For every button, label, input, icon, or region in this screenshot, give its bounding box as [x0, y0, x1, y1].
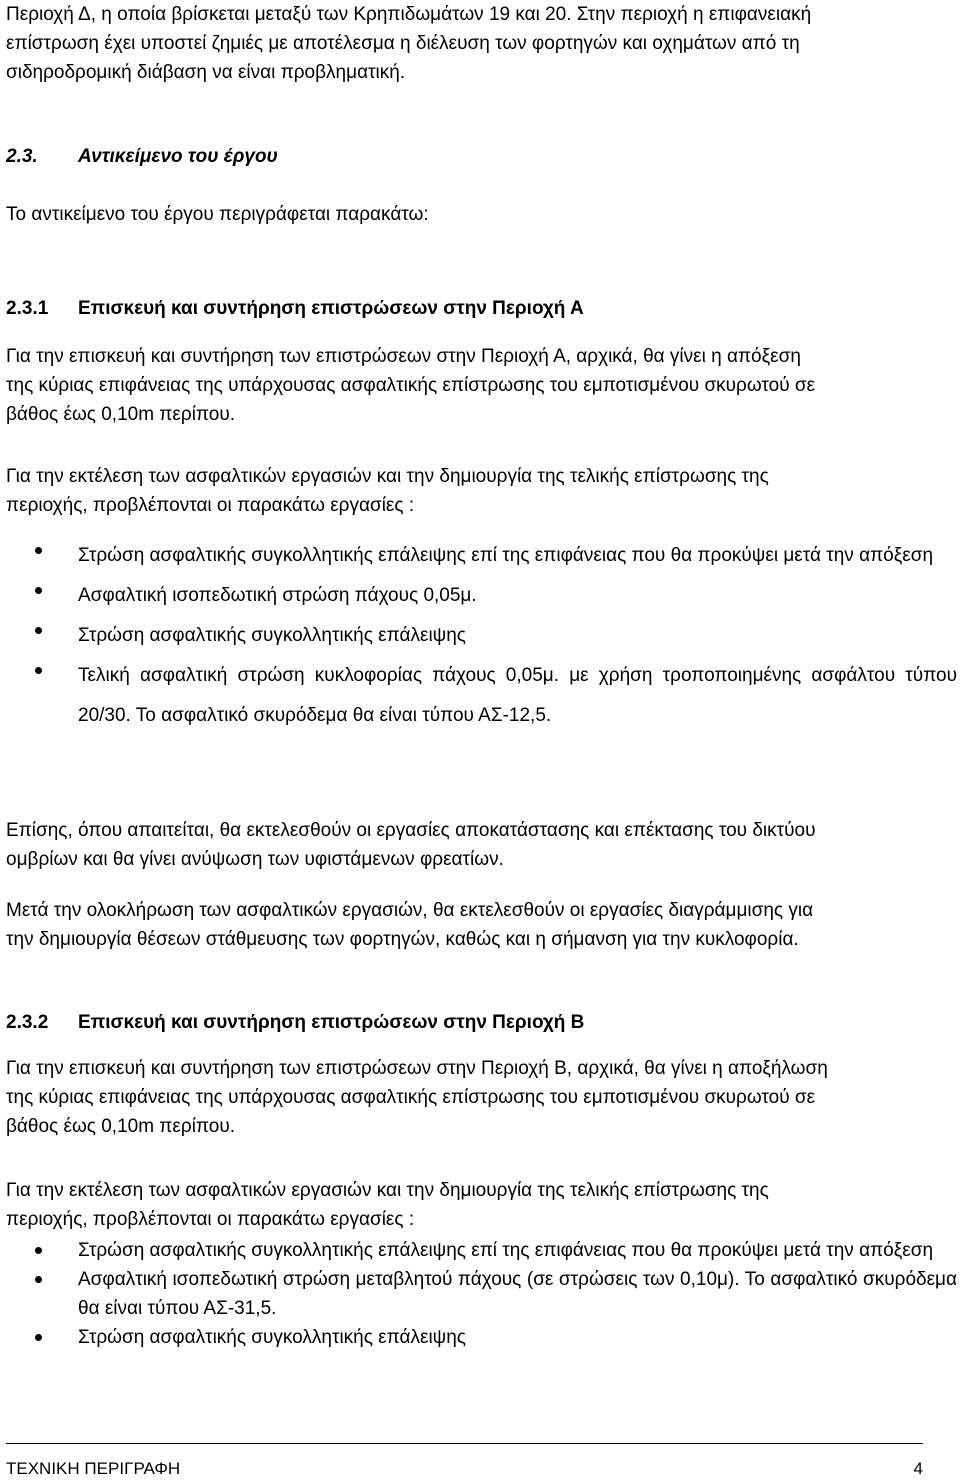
bullet-list-a [6, 536, 957, 736]
paragraph-line: βάθος έως 0,10m περίπου. [6, 1116, 235, 1137]
list-item-text: Στρώση ασφαλτικής συγκολλητικής επάλειψης επί της επιφάνειας που θα προκύψει μετά την απόξεση [78, 545, 934, 566]
paragraph-a-3 [6, 816, 957, 874]
paragraph-line: περιοχής, προβλέπονται οι παρακάτω εργασίες : [6, 495, 415, 516]
list-item-text: Στρώση ασφαλτικής συγκολλητικής επάλειψης επί της επιφάνειας που θα προκύψει μετά την απόξεση [78, 1240, 934, 1261]
paragraph-line: της κύριας επιφάνειας της υπάρχουσας ασφαλτικής επίστρωσης του εμποτισμένου σκυρωτού σε [6, 375, 816, 396]
paragraph-line: βάθος έως 0,10m περίπου. [6, 404, 235, 425]
section-number: 2.3. [6, 146, 38, 167]
intro-paragraph [6, 0, 957, 87]
paragraph-line: περιοχής, προβλέπονται οι παρακάτω εργασίες : [6, 1209, 415, 1230]
bullet-icon [35, 547, 42, 554]
section-heading-2-3-2 [6, 1008, 584, 1037]
paragraph-a-2 [6, 462, 957, 520]
bullet-icon [35, 1247, 42, 1254]
paragraph-b-1 [6, 1054, 957, 1141]
bullet-icon [35, 1334, 42, 1341]
bullet-icon [35, 627, 42, 634]
intro-line: Περιοχή Δ, η οποία βρίσκεται μεταξύ των Κρηπιδωμάτων 19 και 20. Στην περιοχή η επιφανειακή [6, 4, 812, 25]
list-item [6, 616, 957, 656]
paragraph-line: Για την εκτέλεση των ασφαλτικών εργασιών και την δημιουργία της τελικής επίστρωσης της [6, 1180, 769, 1201]
section-title: Επισκευή και συντήρηση επιστρώσεων στην Περιοχή Α [78, 298, 584, 319]
paragraph-line: ομβρίων και θα γίνει ανύψωση των υφιστάμενων φρεατίων. [6, 849, 504, 870]
section-number: 2.3.2 [6, 1012, 49, 1033]
section-heading-2-3-1 [6, 294, 584, 323]
list-item [6, 1265, 957, 1323]
list-item [6, 536, 957, 576]
section-number: 2.3.1 [6, 298, 49, 319]
page-number: 4 [913, 1459, 923, 1478]
section-title: Επισκευή και συντήρηση επιστρώσεων στην Περιοχή Β [78, 1012, 585, 1033]
section-intro-text: Το αντικείμενο του έργου περιγράφεται παρακάτω: [6, 204, 429, 225]
paragraph-line: Για την εκτέλεση των ασφαλτικών εργασιών και την δημιουργία της τελικής επίστρωσης της [6, 466, 769, 487]
section-heading-2-3 [6, 142, 278, 171]
paragraph-a-4 [6, 896, 957, 954]
section-title: Αντικείμενο του έργου [78, 146, 278, 167]
list-item [6, 576, 957, 616]
paragraph-line: της κύριας επιφάνειας της υπάρχουσας ασφαλτικής επίστρωσης του εμποτισμένου σκυρωτού σε [6, 1087, 816, 1108]
paragraph-line: την δημιουργία θέσεων στάθμευσης των φορτηγών, καθώς και η σήμανση για την κυκλοφορία. [6, 929, 799, 950]
paragraph-line: Για την επισκευή και συντήρηση των επιστρώσεων στην Περιοχή Β, αρχικά, θα γίνει η αποξήλωση [6, 1058, 828, 1079]
list-item [6, 656, 957, 736]
bullet-icon [35, 667, 42, 674]
paragraph-a-1 [6, 342, 957, 429]
paragraph-line: Επίσης, όπου απαιτείται, θα εκτελεσθούν οι εργασίες αποκατάστασης και επέκτασης του δικτύου [6, 820, 816, 841]
list-item [6, 1323, 957, 1352]
footer-title: ΤΕΧΝΙΚΗ ΠΕΡΙΓΡΑΦΗ [6, 1459, 181, 1478]
list-item-text: Ασφαλτική ισοπεδωτική στρώση πάχους 0,05μ. [78, 585, 477, 606]
bullet-icon [35, 1276, 42, 1283]
paragraph-b-2 [6, 1176, 957, 1234]
intro-line: σιδηροδρομική διάβαση να είναι προβληματική. [6, 62, 406, 83]
list-item-text: Στρώση ασφαλτικής συγκολλητικής επάλειψης [78, 625, 466, 646]
page-footer [6, 1443, 923, 1478]
list-item-text: Στρώση ασφαλτικής συγκολλητικής επάλειψης [78, 1327, 466, 1348]
bullet-icon [35, 587, 42, 594]
paragraph-line: Για την επισκευή και συντήρηση των επιστρώσεων στην Περιοχή Α, αρχικά, θα γίνει η απόξεση [6, 346, 801, 367]
bullet-list-b [6, 1236, 957, 1352]
list-item [6, 1236, 957, 1265]
paragraph-line: Μετά την ολοκλήρωση των ασφαλτικών εργασιών, θα εκτελεσθούν οι εργασίες διαγράμμισης για [6, 900, 814, 921]
intro-line: επίστρωση έχει υποστεί ζημιές με αποτέλεσμα η διέλευση των φορτηγών και οχημάτων από τη [6, 33, 800, 54]
list-item-text: Ασφαλτική ισοπεδωτική στρώση μεταβλητού πάχους (σε στρώσεις των 0,10μ). Το ασφαλτικό σκυρόδεμα θα είναι τύπου ΑΣ-31,5. [78, 1269, 957, 1319]
list-item-text: Τελική ασφαλτική στρώση κυκλοφορίας πάχους 0,05μ. με χρήση τροποποιημένης ασφάλτου τύπου 20/30. Το ασφαλτικό σκυρόδεμα θα είναι τύπου ΑΣ-12,5. [78, 665, 957, 726]
